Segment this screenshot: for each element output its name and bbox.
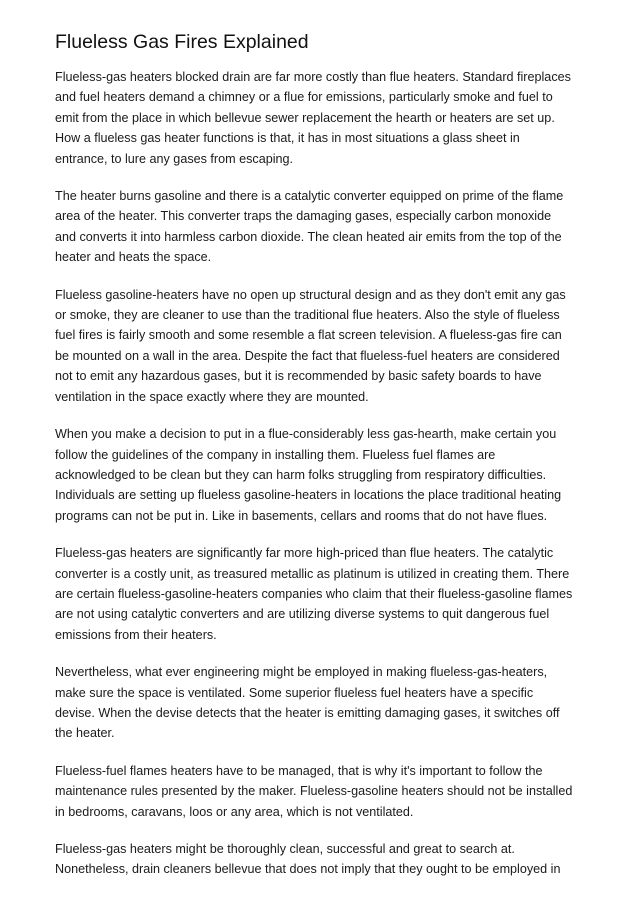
paragraph-line: programs can not be put in. Like in basements, cellars and rooms that do not have flues. — [55, 508, 548, 523]
paragraph-line: area of the heater. This converter traps the damaging gases, especially carbon monoxide — [55, 209, 552, 224]
paragraph-line: Flueless-gas heaters are significantly far more high-priced than flue heaters. The catalytic — [55, 546, 554, 561]
paragraph-line: not to emit any hazardous gases, but it is recommended by basic safety boards to have — [55, 369, 542, 384]
paragraph-line: heater and heats the space. — [55, 250, 212, 265]
paragraph-line: Individuals are setting up flueless gasoline-heaters in locations the place traditional heating — [55, 488, 562, 503]
paragraph — [55, 839, 593, 880]
paragraph-line: in bedrooms, caravans, loos or any area, which is not ventilated. — [55, 804, 414, 819]
paragraph-line: the heater. — [55, 726, 115, 741]
paragraph-line: Flueless-gas heaters blocked drain are far more costly than flue heaters. Standard fireplaces — [55, 70, 571, 84]
paragraph-line: make sure the space is ventilated. Some superior flueless fuel heaters have a specific — [55, 685, 534, 700]
paragraph-line: entrance, to lure any gases from escaping. — [55, 151, 294, 166]
paragraph-line: How a flueless gas heater functions is that, it has in most situations a glass sheet in — [55, 131, 520, 146]
paragraph-line: be mounted on a wall in the area. Despite the fact that flueless-fuel heaters are considered — [55, 348, 560, 363]
paragraph-line: maintenance rules presented by the maker. Flueless-gasoline heaters should not be installed — [55, 784, 573, 799]
paragraph-line: Nevertheless, what ever engineering might be employed in making flueless-gas-heaters, — [55, 665, 548, 680]
paragraph-line: converter is a costly unit, as treasured metallic as platinum is utilized in creating them. There — [55, 566, 570, 581]
paragraph-line: follow the guidelines of the company in installing them. Flueless fuel flames are — [55, 447, 496, 462]
page-title: Flueless Gas Fires Explained — [55, 31, 309, 53]
paragraph — [55, 186, 593, 268]
paragraph — [55, 67, 593, 169]
paragraph-line: are certain flueless-gasoline-heaters companies who claim that their flueless-gasoline flames — [55, 586, 573, 601]
paragraph — [55, 543, 593, 645]
paragraph — [55, 424, 593, 526]
paragraph-line: and fuel heaters demand a chimney or a flue for emissions, particularly smoke and fuel to — [55, 90, 553, 105]
paragraph — [55, 285, 593, 407]
paragraph-line: fuel fires is fairly smooth and some resemble a flat screen television. A flueless-gas fire can — [55, 328, 562, 343]
paragraph-line: devise. When the devise detects that the heater is emitting damaging gases, it switches off — [55, 705, 560, 720]
paragraph — [55, 662, 593, 744]
paragraph-line: or smoke, they are cleaner to use than the traditional flue heaters. Also the style of flueless — [55, 308, 560, 323]
paragraph-line: Flueless-gas heaters might be thoroughly clean, successful and great to search at. — [55, 842, 515, 856]
paragraph-line: emissions from their heaters. — [55, 627, 217, 642]
paragraph-line: acknowledged to be clean but they can harm folks struggling from respiratory difficulties. — [55, 467, 547, 482]
document-body — [55, 67, 593, 897]
paragraph — [55, 761, 593, 822]
paragraph-line: Flueless-fuel flames heaters have to be managed, that is why it's important to follow the — [55, 763, 543, 778]
paragraph-line: Flueless gasoline-heaters have no open up structural design and as they don't emit any gas — [55, 287, 566, 302]
paragraph-line: Nonetheless, drain cleaners bellevue that does not imply that they ought to be employed in — [55, 862, 561, 877]
paragraph-line: are not using catalytic converters and are utilizing diverse systems to quit dangerous fuel — [55, 607, 550, 622]
paragraph-line: The heater burns gasoline and there is a catalytic converter equipped on prime of the flame — [55, 189, 564, 204]
paragraph-line: and converts it into harmless carbon dioxide. The clean heated air emits from the top of the — [55, 229, 562, 244]
paragraph-line: When you make a decision to put in a flue-considerably less gas-hearth, make certain you — [55, 427, 557, 442]
paragraph-line: ventilation in the space exactly where they are mounted. — [55, 389, 369, 404]
paragraph-line: emit from the place in which bellevue sewer replacement the hearth or heaters are set up. — [55, 110, 555, 125]
